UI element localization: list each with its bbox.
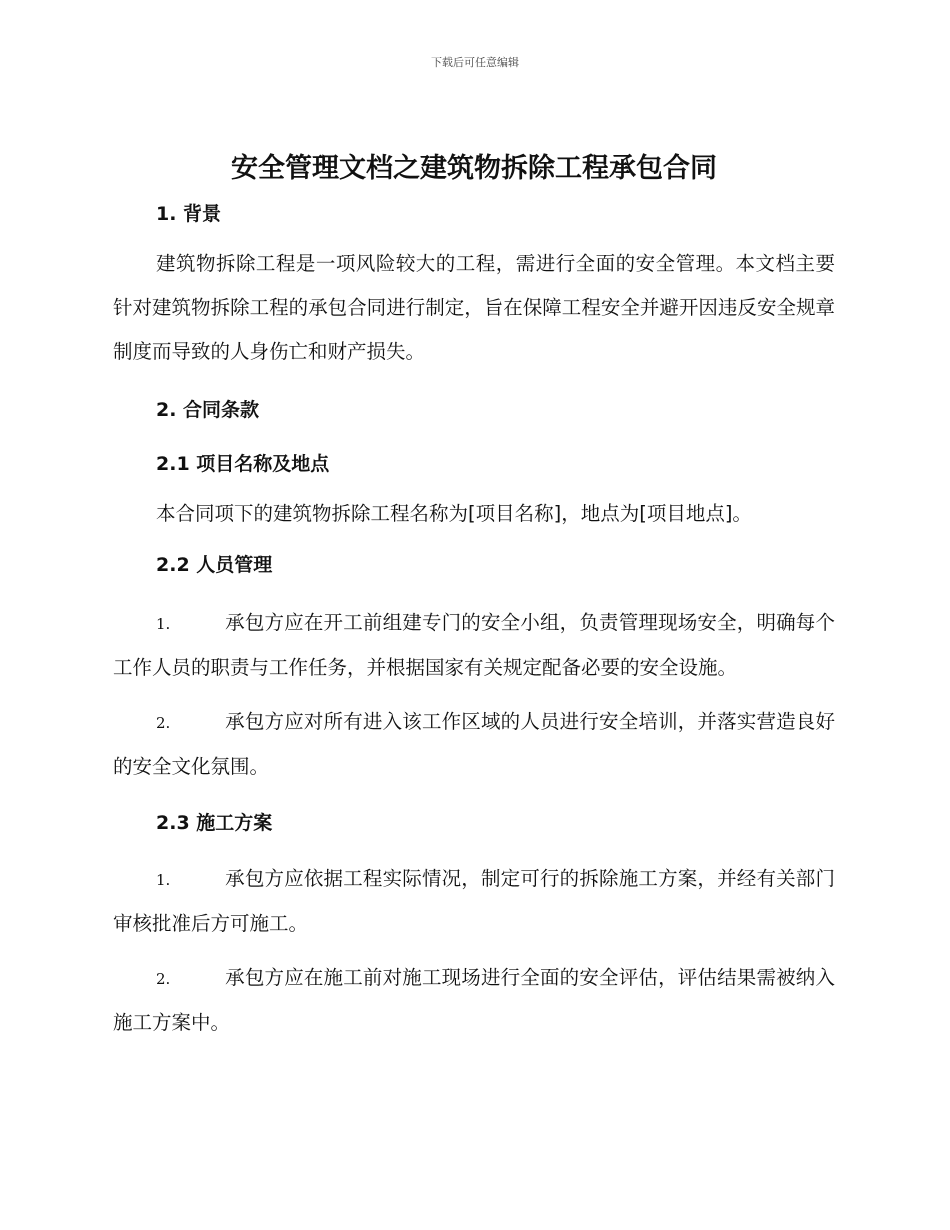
section-heading-background: 1. 背景: [156, 203, 222, 225]
list-item-number: 1.: [156, 871, 171, 889]
list-item-number: 1.: [156, 615, 171, 633]
list-item-text: 承包方应依据工程实际情况，制定可行的拆除施工方案，并经有关部门审核批准后方可施工。: [113, 867, 835, 935]
list-item-number: 2.: [156, 970, 171, 988]
subsection-heading-construction-plan: 2.3 施工方案: [156, 812, 273, 834]
list-item-text: 承包方应在开工前组建专门的安全小组，负责管理现场安全，明确每个工作人员的职责与工作任务，并根据国家有关规定配备必要的安全设施。: [113, 611, 835, 679]
header-note: 下载后可任意编辑: [431, 56, 519, 69]
background-paragraph: 建筑物拆除工程是一项风险较大的工程，需进行全面的安全管理。本文档主要针对建筑物拆除工程的承包合同进行制定，旨在保障工程安全并避开因违反安全规章制度而导致的人身伤亡和财产损失。: [113, 252, 835, 363]
document-body: [113, 146, 835, 1045]
list-item-text: 承包方应在施工前对施工现场进行全面的安全评估，评估结果需被纳入施工方案中。: [113, 966, 835, 1034]
list-item: [113, 601, 835, 690]
subsection-heading-personnel: 2.2 人员管理: [156, 554, 273, 576]
document-title: 安全管理文档之建筑物拆除工程承包合同: [231, 153, 717, 184]
project-paragraph: 本合同项下的建筑物拆除工程名称为[项目名称]，地点为[项目地点]。: [156, 502, 752, 525]
section-heading-contract-terms: 2. 合同条款: [156, 399, 260, 421]
list-item: [113, 857, 835, 946]
list-item: [113, 700, 835, 789]
list-item-text: 承包方应对所有进入该工作区域的人员进行安全培训，并落实营造良好的安全文化氛围。: [113, 710, 835, 778]
subsection-heading-project: 2.1 项目名称及地点: [156, 453, 330, 475]
list-item-number: 2.: [156, 714, 171, 732]
list-item: [113, 956, 835, 1045]
